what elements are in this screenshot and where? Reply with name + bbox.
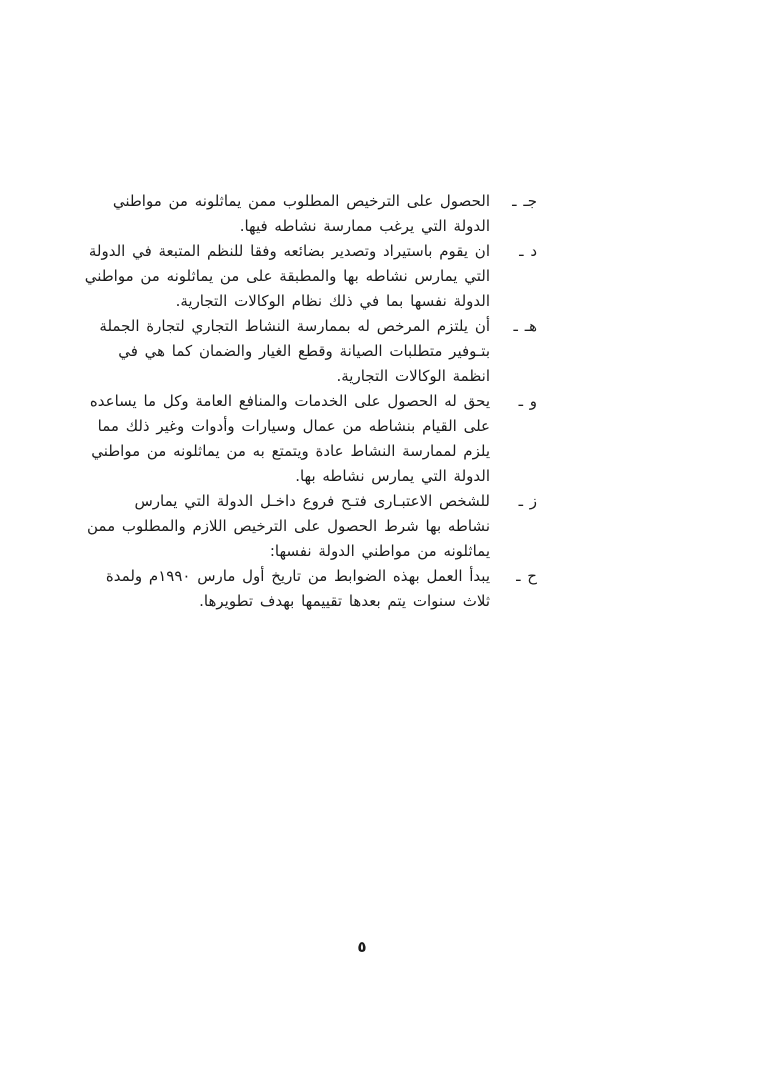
text-line: أن يلتزم المرخص له بممارسة النشاط التجاري لتجارة الجملة xyxy=(99,317,490,335)
list-item xyxy=(87,489,537,564)
text-line: يحق له الحصول على الخدمات والمنافع العامة وكل ما يساعده xyxy=(89,392,490,410)
body-text xyxy=(84,189,537,614)
list-item xyxy=(105,564,537,614)
text-line: الدولة التي يرغب ممارسة نشاطه فيها. xyxy=(239,217,490,235)
item-marker: جـ ـ xyxy=(512,192,537,210)
text-line: ثلاث سنوات يتم بعدها تقييمها بهدف تطويرها. xyxy=(199,592,490,610)
text-line: ان يقوم باستيراد وتصدير بضائعه وفقا للنظم المتبعة في الدولة xyxy=(88,242,490,260)
text-line: يماثلونه من مواطني الدولة نفسها: xyxy=(269,542,490,560)
list-item xyxy=(112,189,537,239)
text-line: الدولة نفسها بما في ذلك نظام الوكالات التجارية. xyxy=(175,292,490,310)
text-line: على القيام بنشاطه من عمال وسيارات وأدوات وغير ذلك مما xyxy=(97,417,490,435)
text-line: الدولة التي يمارس نشاطه بها. xyxy=(295,467,490,485)
list-item xyxy=(89,389,537,489)
text-line: نشاطه بها شرط الحصول على الترخيص اللازم والمطلوب ممن xyxy=(87,517,490,535)
list-item xyxy=(84,239,537,314)
text-line: الحصول على الترخيص المطلوب ممن يماثلونه من مواطني xyxy=(112,192,490,210)
text-line: بتـوفير متطلبات الصيانة وقطع الغيار والضمان كما هي في xyxy=(118,342,490,360)
item-marker: و ـ xyxy=(518,392,537,410)
text-line: يلزم لممارسة النشاط عادة ويتمتع به من يماثلونه من مواطني xyxy=(91,442,490,460)
page-number: ٥ xyxy=(357,938,367,956)
item-marker: ح ـ xyxy=(516,567,537,585)
item-marker: ز ـ xyxy=(518,492,537,510)
item-marker: د ـ xyxy=(519,242,537,260)
list-item xyxy=(99,314,537,389)
text-line: التي يمارس نشاطه بها والمطبقة على من يماثلونه من مواطني xyxy=(84,267,490,285)
text-line: انظمة الوكالات التجارية. xyxy=(336,367,490,385)
item-marker: هـ ـ xyxy=(513,317,537,335)
text-line: يبدأ العمل بهذه الضوابط من تاريخ أول مارس ١٩٩٠م ولمدة xyxy=(105,567,490,585)
text-line: للشخص الاعتبـارى فتـح فروع داخـل الدولة التي يمارس xyxy=(134,492,490,510)
